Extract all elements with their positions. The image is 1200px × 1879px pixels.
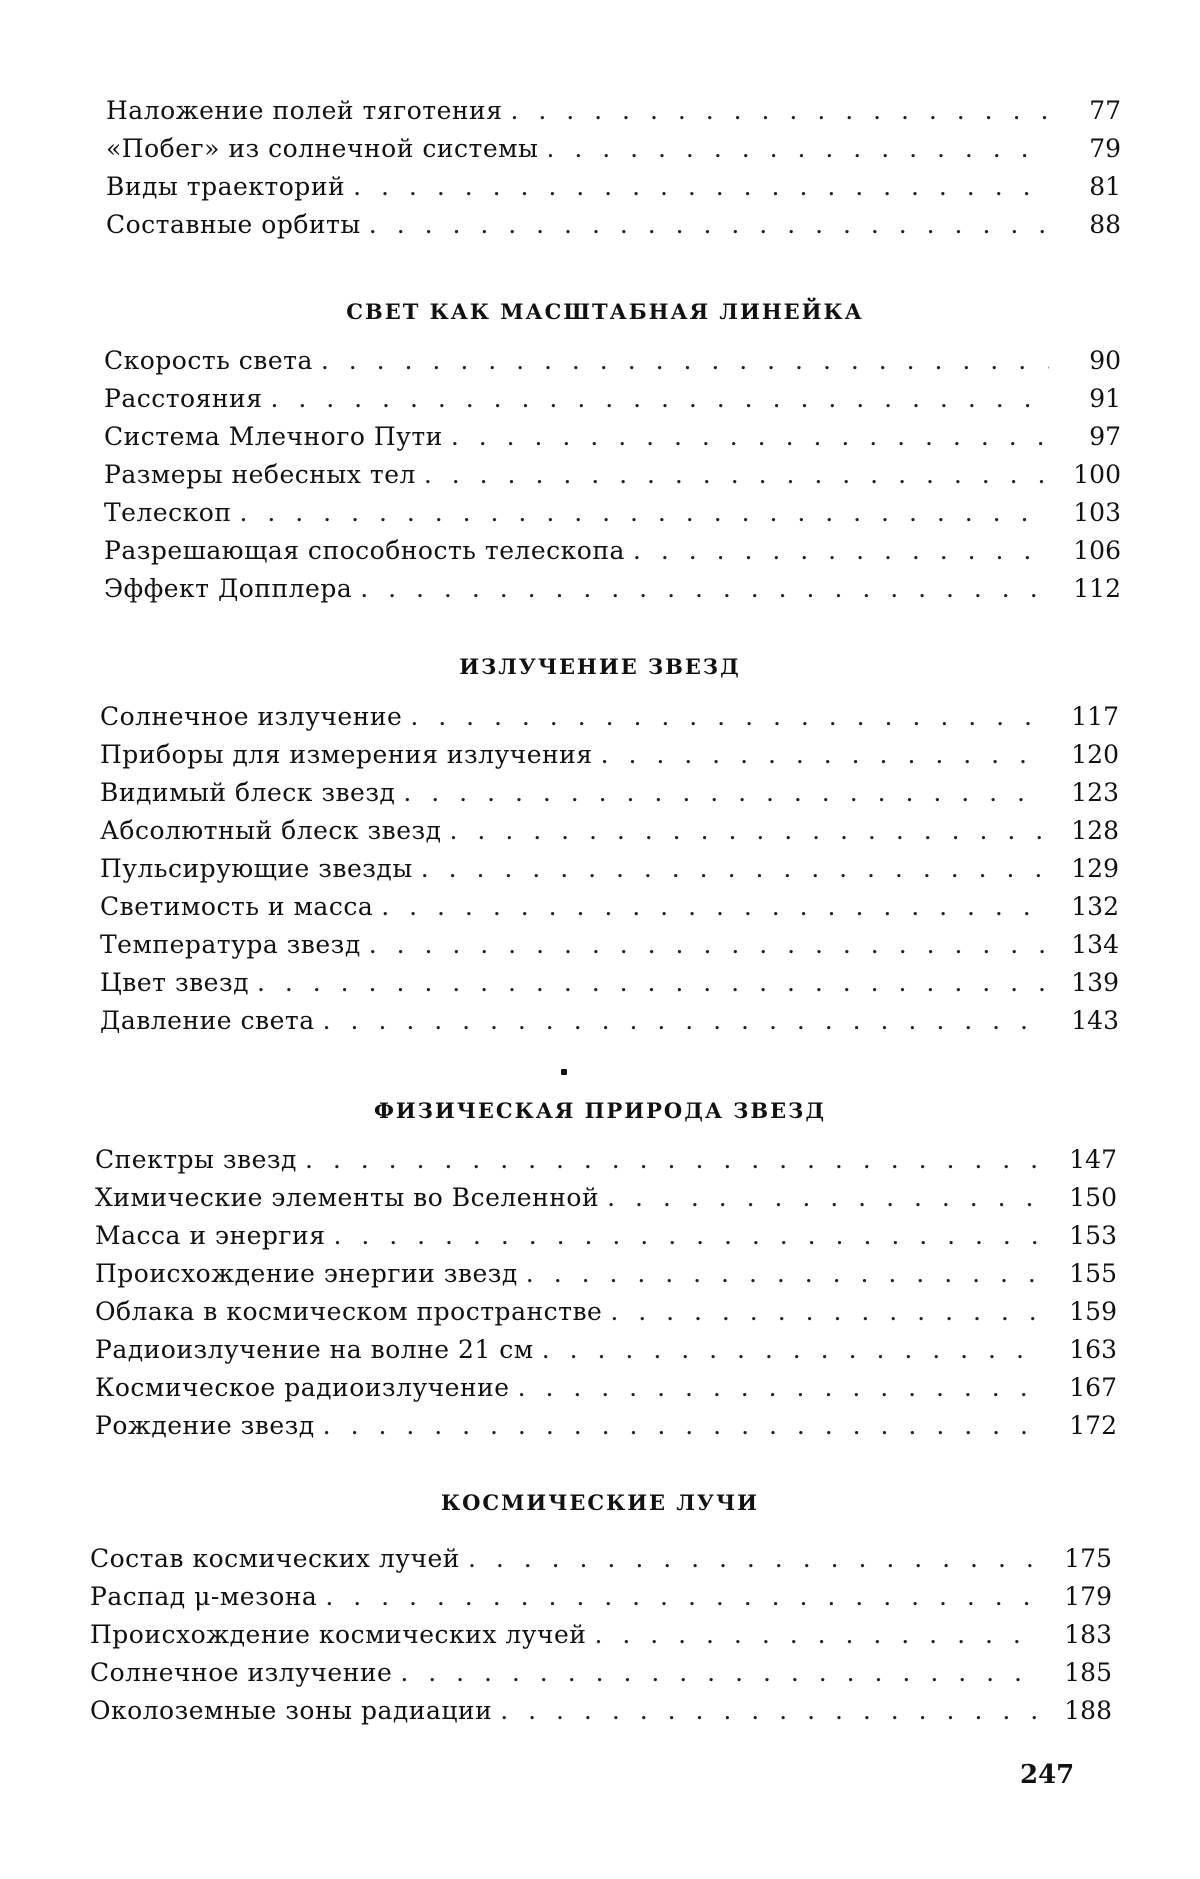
dot-leader: [633, 532, 1049, 570]
toc-entry-title: Видимый блеск звезд: [100, 778, 396, 807]
dot-leader: [240, 494, 1050, 532]
toc-entry-page: 163: [1069, 1335, 1117, 1364]
toc-entry: [95, 1369, 1117, 1407]
dot-leader: [500, 1692, 1040, 1730]
dot-leader: [323, 1002, 1047, 1040]
toc-entry: [104, 456, 1121, 494]
toc-entry-page: 155: [1069, 1259, 1117, 1288]
toc-entry-title: Состав космических лучей: [90, 1544, 460, 1573]
toc-section: [90, 1540, 1112, 1730]
toc-entry-page: 139: [1071, 968, 1119, 997]
dot-leader: [353, 168, 1049, 206]
toc-entry: [104, 494, 1121, 532]
dot-leader: [450, 812, 1047, 850]
toc-entry-title: Солнечное излучение: [90, 1658, 393, 1687]
toc-entry: [104, 570, 1121, 608]
dot-leader: [270, 380, 1049, 418]
dot-leader: [333, 1217, 1045, 1255]
toc-entry-title: Разрешающая способность телескопа: [104, 536, 625, 565]
toc-entry-page: 132: [1071, 892, 1119, 921]
toc-entry: [106, 92, 1121, 130]
toc-entry-title: Абсолютный блеск звезд: [100, 816, 442, 845]
toc-entry-page: 179: [1064, 1582, 1112, 1611]
dot-leader: [468, 1540, 1040, 1578]
dot-leader: [360, 570, 1049, 608]
toc-entry-title: Наложение полей тяготения: [106, 96, 503, 125]
toc-entry-page: 79: [1089, 134, 1121, 163]
toc-entry-page: 81: [1089, 172, 1121, 201]
dot-leader: [451, 418, 1049, 456]
toc-entry-page: 123: [1071, 778, 1119, 807]
toc-entry: [95, 1141, 1117, 1179]
toc-entry-title: Химические элементы во Вселенной: [95, 1183, 600, 1212]
toc-entry-title: Температура звезд: [100, 930, 361, 959]
dot-leader: [325, 1578, 1040, 1616]
toc-entry-page: 91: [1089, 384, 1121, 413]
toc-entry-title: Размеры небесных тел: [104, 460, 416, 489]
toc-entry: [100, 736, 1119, 774]
toc-entry: [104, 418, 1121, 456]
toc-entry: [100, 812, 1119, 850]
toc-entry-title: Происхождение космических лучей: [90, 1620, 587, 1649]
toc-entry-page: 97: [1089, 422, 1121, 451]
toc-entry-title: «Побег» из солнечной системы: [106, 134, 539, 163]
toc-entry-title: Происхождение энергии звезд: [95, 1259, 518, 1288]
toc-entry: [95, 1255, 1117, 1293]
toc-entry-title: Виды траекторий: [106, 172, 346, 201]
toc-entry-page: 172: [1069, 1411, 1117, 1440]
toc-entry-title: Система Млечного Пути: [104, 422, 443, 451]
section-heading: ФИЗИЧЕСКАЯ ПРИРОДА ЗВЕЗД: [373, 1098, 827, 1123]
section-heading: СВЕТ КАК МАСШТАБНАЯ ЛИНЕЙКА: [346, 299, 864, 324]
toc-entry-title: Светимость и масса: [100, 892, 374, 921]
toc-entry: [106, 168, 1121, 206]
dot-leader: [526, 1255, 1045, 1293]
toc-entry: [100, 926, 1119, 964]
toc-entry-page: 112: [1073, 574, 1121, 603]
toc-entry: [100, 888, 1119, 926]
toc-entry-title: Облака в космическом пространстве: [95, 1297, 603, 1326]
toc-entry: [95, 1293, 1117, 1331]
toc-entry-page: 185: [1064, 1658, 1112, 1687]
toc-entry-page: 147: [1069, 1145, 1117, 1174]
toc-entry: [95, 1179, 1117, 1217]
toc-entry-page: 120: [1071, 740, 1119, 769]
dot-leader: [410, 698, 1047, 736]
toc-entry-page: 175: [1064, 1544, 1112, 1573]
toc-entry: [90, 1654, 1112, 1692]
dot-leader: [400, 1654, 1040, 1692]
toc-entry: [95, 1217, 1117, 1255]
toc-entry: [106, 130, 1121, 168]
toc-entry-page: 77: [1089, 96, 1121, 125]
toc-entry-page: 88: [1089, 210, 1121, 239]
toc-entry-title: Космическое радиоизлучение: [95, 1373, 510, 1402]
toc-entry-title: Околоземные зоны радиации: [90, 1696, 493, 1725]
toc-entry: [90, 1578, 1112, 1616]
toc-entry-title: Распад μ-мезона: [90, 1582, 318, 1611]
dot-leader: [257, 964, 1047, 1002]
toc-entry-title: Рождение звезд: [95, 1411, 315, 1440]
dot-leader: [323, 1407, 1045, 1445]
section-heading: ИЗЛУЧЕНИЕ ЗВЕЗД: [459, 654, 741, 679]
toc-entry-page: 90: [1089, 346, 1121, 375]
toc-entry-page: 100: [1073, 460, 1121, 489]
dot-leader: [403, 774, 1047, 812]
dot-leader: [381, 888, 1047, 926]
toc-section: [95, 1141, 1117, 1445]
dot-leader: [601, 736, 1047, 774]
dot-leader: [594, 1616, 1040, 1654]
toc-entry-title: Радиоизлучение на волне 21 см: [95, 1335, 534, 1364]
toc-entry-title: Расстояния: [104, 384, 263, 413]
toc-entry-title: Солнечное излучение: [100, 702, 403, 731]
toc-entry-title: Скорость света: [104, 346, 313, 375]
toc-section: [100, 698, 1119, 1040]
toc-entry-page: 150: [1069, 1183, 1117, 1212]
dot-leader: [542, 1331, 1045, 1369]
toc-entry-page: 159: [1069, 1297, 1117, 1326]
page-number: 247: [1020, 1760, 1075, 1790]
toc-entry-title: Составные орбиты: [106, 210, 361, 239]
dot-leader: [305, 1141, 1045, 1179]
toc-entry: [104, 532, 1121, 570]
toc-entry-page: 128: [1071, 816, 1119, 845]
toc-entry-page: 129: [1071, 854, 1119, 883]
toc-entry-title: Эффект Допплера: [104, 574, 353, 603]
dot-leader: [518, 1369, 1045, 1407]
toc-entry-title: Приборы для измерения излучения: [100, 740, 593, 769]
toc-entry: [104, 342, 1121, 380]
toc-entry-title: Давление света: [100, 1006, 315, 1035]
toc-entry: [100, 964, 1119, 1002]
toc-entry-title: Масса и энергия: [95, 1221, 326, 1250]
toc-entry: [100, 1002, 1119, 1040]
toc-entry-page: 143: [1071, 1006, 1119, 1035]
dot-leader: [546, 130, 1049, 168]
toc-entry-page: 106: [1073, 536, 1121, 565]
toc-entry: [90, 1692, 1112, 1730]
toc-entry-title: Цвет звезд: [100, 968, 249, 997]
toc-entry-page: 103: [1073, 498, 1121, 527]
toc-entry: [95, 1407, 1117, 1445]
toc-entry: [100, 850, 1119, 888]
toc-entry-page: 153: [1069, 1221, 1117, 1250]
print-mark: [561, 1069, 567, 1075]
toc-entry: [106, 206, 1121, 244]
toc-entry-page: 117: [1071, 702, 1119, 731]
toc-entry: [90, 1540, 1112, 1578]
toc-section: [104, 342, 1121, 608]
dot-leader: [321, 342, 1049, 380]
section-heading: КОСМИЧЕСКИЕ ЛУЧИ: [441, 1490, 759, 1515]
toc-entry-page: 167: [1069, 1373, 1117, 1402]
dot-leader: [607, 1179, 1045, 1217]
toc-entry-page: 183: [1064, 1620, 1112, 1649]
toc-entry-title: Спектры звезд: [95, 1145, 297, 1174]
toc-section-continuation: [106, 92, 1121, 244]
toc-entry: [95, 1331, 1117, 1369]
dot-leader: [369, 926, 1047, 964]
toc-entry-title: Пульсирующие звезды: [100, 854, 413, 883]
toc-entry-page: 134: [1071, 930, 1119, 959]
dot-leader: [610, 1293, 1045, 1331]
toc-entry-page: 188: [1064, 1696, 1112, 1725]
dot-leader: [510, 92, 1049, 130]
toc-entry: [100, 774, 1119, 812]
dot-leader: [369, 206, 1049, 244]
dot-leader: [421, 850, 1047, 888]
toc-entry-title: Телескоп: [104, 498, 232, 527]
toc-entry: [90, 1616, 1112, 1654]
toc-entry: [104, 380, 1121, 418]
toc-entry: [100, 698, 1119, 736]
dot-leader: [424, 456, 1049, 494]
